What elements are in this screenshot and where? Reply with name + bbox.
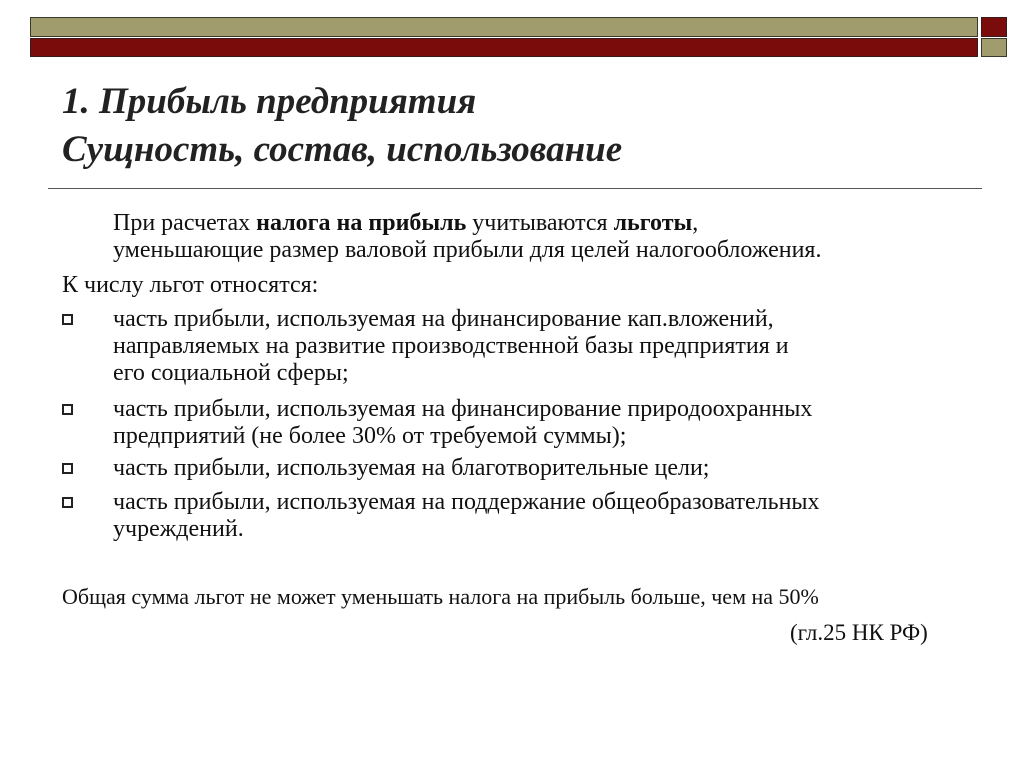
intro-text-3: , (692, 210, 699, 236)
square-bullet-icon (62, 404, 73, 415)
intro-paragraph (113, 210, 993, 264)
intro-bold-benefits: льготы (613, 210, 693, 236)
decor-square-red (981, 17, 1007, 37)
title-line-2: Сущность, состав, использование (62, 129, 623, 170)
list-item-line: часть прибыли, используемая на благотворительные цели; (113, 455, 710, 481)
intro-bold-tax: налога на прибыль (256, 210, 467, 236)
square-bullet-icon (62, 497, 73, 508)
intro-text-2: учитываются (466, 210, 614, 236)
list-item-line: учреждений. (113, 516, 244, 542)
slide-title (62, 78, 962, 174)
square-bullet-icon (62, 314, 73, 325)
decor-bar-red (30, 38, 978, 57)
list-item-line: часть прибыли, используемая на поддержание общеобразовательных (113, 489, 820, 515)
square-bullet-icon (62, 463, 73, 474)
list-item-line: его социальной сферы; (113, 360, 349, 386)
list-item-line: часть прибыли, используемая на финансирование кап.вложений, (113, 306, 774, 332)
list-lead: К числу льгот относятся: (62, 272, 319, 298)
list-item-line: направляемых на развитие производственной базы предприятия и (113, 333, 789, 359)
list-item-line: предприятий (не более 30% от требуемой суммы); (113, 423, 627, 449)
intro-line-2: уменьшающие размер валовой прибыли для целей налогообложения. (113, 237, 822, 263)
title-line-1: 1. Прибыль предприятия (62, 81, 477, 122)
tax-code-reference: (гл.25 НК РФ) (790, 620, 928, 645)
intro-text-1: При расчетах (113, 210, 257, 236)
decor-square-olive (981, 38, 1007, 57)
decor-bar-olive (30, 17, 978, 37)
benefits-limit-note: Общая сумма льгот не может уменьшать налога на прибыль больше, чем на 50% (62, 584, 819, 609)
title-divider (48, 188, 982, 189)
list-item-line: часть прибыли, используемая на финансирование природоохранных (113, 396, 813, 422)
